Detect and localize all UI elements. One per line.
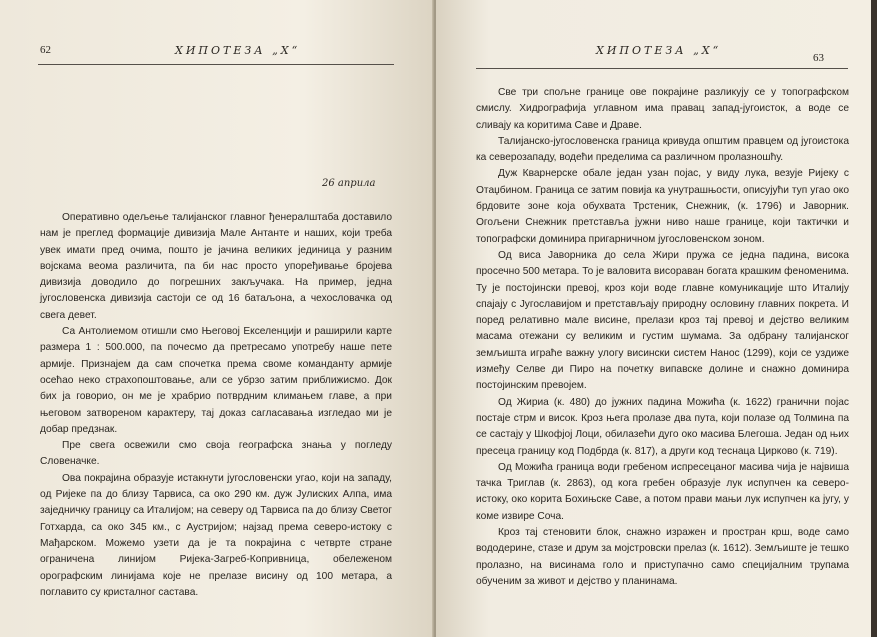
paragraph: Од виса Јаворника до села Жири пружа се једна падина, висока просечно 500 метара. То је валовита висораван богата крашким феноменима. Ту је постојински превој, кроз који воде главне комуникације што Италију спајају с Југославијом и претстављају природну ословину главних покрета. И поред релативно мале висине, прелази кроз тај превој и дејство великим масама отежани су великим и густим шумама. За одбрану талијанског земљишта играће важну улогу висински систем Нанос (1299), који се уздиже између Селве ди Пиро на почетку випавске долине и снажно доминира постојинским превојем. bbox=[476, 249, 849, 392]
right-running-header: ХИПОТЕЗА „X“ bbox=[596, 44, 722, 57]
left-header-rule bbox=[38, 64, 394, 65]
left-page-number: 62 bbox=[40, 44, 51, 56]
paragraph: Од Жириа (к. 480) до јужних падина Можића (к. 1622) гранични појас постаје стрм и висок. Кроз њега пролазе два пута, који полазе од Толмина па се састају у Шкофјој Лоци, обилазећи дуго око масива Блегоша. Један од њих пресеца границу код Подбрда (к. 817), а други код теснаца Цирково (к. 719). bbox=[476, 396, 849, 457]
scan-edge bbox=[871, 0, 877, 637]
right-page-number: 63 bbox=[813, 52, 824, 64]
right-page bbox=[436, 0, 877, 637]
left-body-text bbox=[40, 210, 392, 601]
paragraph: Ова покрајина образује истакнути југословенски угао, који на западу, од Ријеке па до близу Тарвиса, са око 290 км. дуж Јулиских Алпа, има заједничку границу са Италијом; на северу од Тарвиса па до близу Светог Готхарда, са око 345 км., с Аустријом; најзад према северо-истоку с Мађарском. Можемо узети да је та покрајина с четврте стране ограничена линијом Ријека-Загреб-Копривница, обележеном орографским линијама које не прелазе висину од 100 метара, а поглавито су кристалног састава. bbox=[40, 472, 392, 598]
paragraph: Са Антолиемом отишли смо Његовој Екселенцији и раширили карте размера 1 : 500.000, па почесмо да претресамо употребу наше пете армије. Признајем да сам спочетка према своме команданту армије осећао неко страхопоштовање, али се убрзо затим приближисмо. Док бих ја говорио, он ме је храбрио потврдним климањем главе, а при његовом затвореном карактеру, тај доказ сагласавања изгледао ми је добар предзнак. bbox=[40, 326, 392, 435]
paragraph: Дуж Кварнерске обале један узан појас, у виду лука, везује Ријеку с Отаџбином. Граница се затим повија ка унутрашњости, описујући туп угао око брдовите зоне која обухвата Трстеник, Снежник, (к. 1796) и Јаворник. Огољени Снежник претставља јужни ниво наше границе, који тактички и топографски доминира пригарничном југословенском зоном. bbox=[476, 168, 849, 245]
paragraph: Талијанско-југословенска граница кривуда општим правцем од југоистока ка северозападу, водећи пределима са различном пролазношћу. bbox=[476, 135, 849, 164]
right-body-text bbox=[476, 85, 849, 590]
paragraph: Од Можића граница води гребеном испресецаног масива чија је највиша тачка Триглав (к. 2863), од кога гребен образује лук испупчен ка северо-истоку, око корита Бохињске Саве, а потом прави мањи лук испупчен ка југу, у коме извире Соча. bbox=[476, 461, 849, 522]
paragraph: Пре свега освежили смо своја географска знања у погледу Словеначке. bbox=[40, 440, 392, 468]
entry-date: 26 априла bbox=[322, 178, 376, 189]
paragraph: Све три спољне границе ове покрајине разликују се у топографском смислу. Хидрографија углавном има правац запад-југоисток, а воде се сливају ка коритима Саве и Драве. bbox=[476, 87, 849, 131]
right-header-rule bbox=[476, 68, 848, 69]
left-page bbox=[0, 0, 434, 637]
left-running-header: ХИПОТЕЗА „X“ bbox=[175, 44, 301, 57]
paragraph: Оперативно одељење талијанског главног ђенералштаба доставило нам је преглед формације дивизија Мале Антанте и наших, који треба увек имати пред очима, пошто је јачина великих јединица у разним војскама веома различита, па би нас просто упоређивање бројева дивизија доводило до погрешних закључака. На пример, једна југословенска дивизија састоји се од 16 батаљона, а чехословачка од свега девет. bbox=[40, 212, 392, 321]
paragraph: Кроз тај стеновити блок, снажно изражен и простран крш, воде само вододерине, стазе и друм за мојстровски прелаз (к. 1612). Земљиште је тешко пролазно, на висинама голо и приступачно само специјалним трупама обученим за живот и дејство у планинама. bbox=[476, 527, 849, 587]
